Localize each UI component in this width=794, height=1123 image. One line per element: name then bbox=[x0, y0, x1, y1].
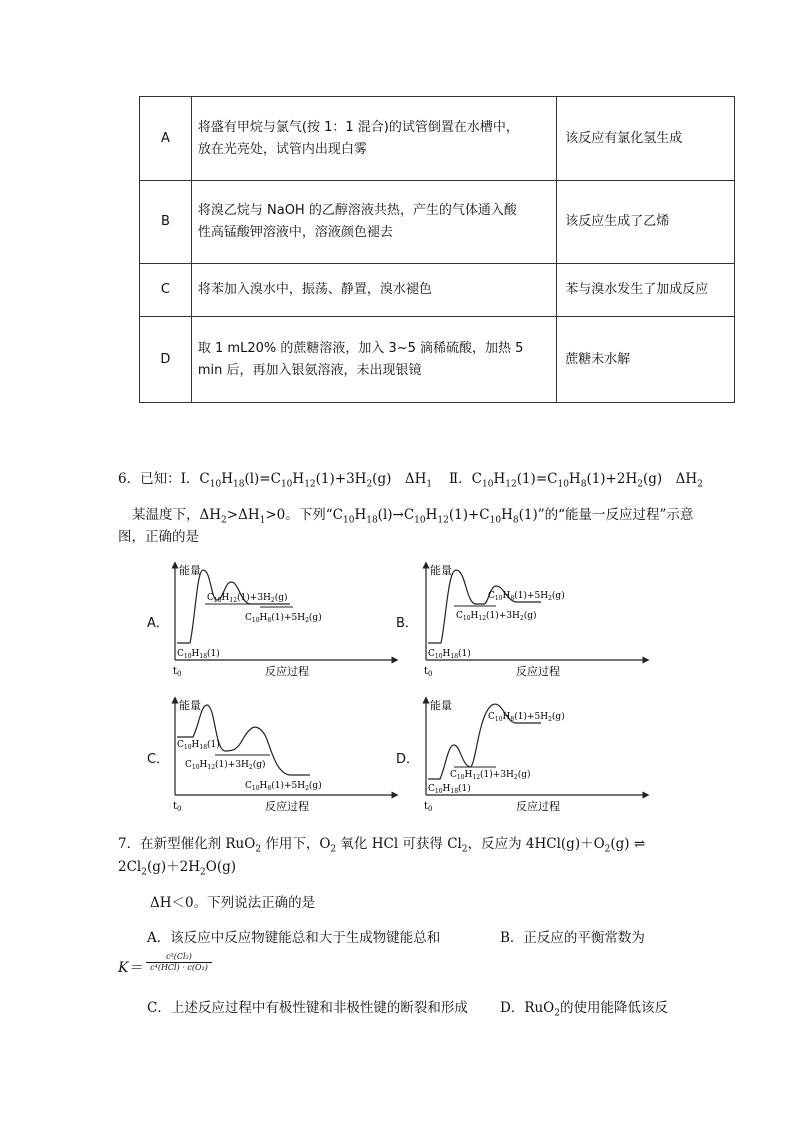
row-procedure bbox=[191, 317, 556, 403]
sub: 2 bbox=[255, 844, 262, 855]
origin-label: $t_0$ bbox=[424, 801, 433, 813]
experiment-table bbox=[139, 96, 735, 403]
text: 的使用能降低该反 bbox=[560, 1000, 668, 1016]
y-axis-label: 能量 bbox=[430, 699, 452, 712]
row-procedure bbox=[191, 264, 556, 317]
text: H bbox=[425, 507, 438, 523]
q7-option-c[interactable]: C．上述反应过程中有极性键和非极性键的断裂和形成 bbox=[147, 1000, 468, 1016]
text: 某温度下，ΔH bbox=[132, 507, 222, 523]
text: (g) ΔH bbox=[642, 471, 698, 487]
sub: 2 bbox=[221, 515, 227, 526]
table-row bbox=[140, 317, 735, 403]
text: 作用下，O bbox=[261, 836, 331, 852]
text: D．RuO bbox=[500, 1000, 555, 1016]
q7-line1 bbox=[118, 834, 645, 860]
text: (1)+3H bbox=[315, 471, 367, 487]
text: H bbox=[568, 471, 581, 487]
x-axis-label: 反应过程 bbox=[265, 665, 309, 678]
q7-option-d[interactable] bbox=[500, 998, 668, 1024]
table-row bbox=[140, 181, 735, 264]
row-conclusion: 该反应有氯化氢生成 bbox=[557, 97, 735, 181]
sub: 2 bbox=[637, 479, 643, 490]
text: >0。下列“C bbox=[265, 507, 343, 523]
q7-option-b[interactable]: B．正反应的平衡常数为 bbox=[500, 930, 645, 946]
fraction bbox=[146, 952, 212, 973]
sub: 10 bbox=[557, 479, 569, 490]
sub: 12 bbox=[505, 479, 517, 490]
text: 2Cl bbox=[118, 859, 142, 875]
sub: 18 bbox=[366, 515, 378, 526]
level-label: $C_{10}H_8(1)+5H_2(g)$ bbox=[488, 712, 565, 723]
row-procedure bbox=[191, 181, 556, 264]
text: H bbox=[501, 507, 513, 523]
row-label: A bbox=[140, 97, 192, 181]
level-label: $C_{10}H_{12}(1)+3H_2(g)$ bbox=[450, 770, 531, 781]
x-axis-label: 反应过程 bbox=[265, 800, 309, 813]
text: (1)+2H bbox=[586, 471, 638, 487]
level-label: $C_{10}H_8(1)+5H_2(g)$ bbox=[245, 781, 322, 792]
q6-stem-line2: 图，正确的是 bbox=[118, 529, 199, 545]
sub: 8 bbox=[580, 479, 587, 490]
equilibrium-constant-symbol: K＝ bbox=[118, 960, 143, 976]
y-axis-label: 能量 bbox=[179, 699, 201, 712]
procedure-line: min 后，再加入银氨溶液，未出现银镜 bbox=[197, 362, 422, 378]
row-conclusion: 该反应生成了乙烯 bbox=[557, 181, 735, 264]
text: >ΔH bbox=[226, 507, 260, 523]
table-row bbox=[140, 97, 735, 181]
x-axis-label: 反应过程 bbox=[516, 665, 560, 678]
q6-number: 6．已知：Ⅰ． bbox=[118, 471, 200, 487]
text: 氧化 HCl 可获得 Cl bbox=[336, 836, 462, 852]
sub: 2 bbox=[697, 479, 703, 490]
level-label: $C_{10}H_{18}(1)$ bbox=[177, 740, 220, 751]
text: 7．在新型催化剂 RuO bbox=[118, 836, 256, 852]
sub: 10 bbox=[482, 479, 494, 490]
procedure-line: 放在光亮处，试管内出现白雾 bbox=[197, 141, 367, 157]
level-label: $C_{10}H_{18}(1)$ bbox=[428, 649, 471, 660]
text: ，反应为 4HCl(g)＋O bbox=[467, 836, 605, 852]
q7-line2 bbox=[118, 857, 236, 883]
sub: 2 bbox=[141, 867, 147, 878]
q6-reaction-2 bbox=[449, 469, 703, 495]
procedure-line: 性高锰酸钾溶液中，溶液颜色褪去 bbox=[197, 225, 393, 240]
sub: 10 bbox=[489, 515, 502, 526]
sub: 2 bbox=[366, 479, 373, 490]
text: H bbox=[292, 471, 305, 487]
procedure-line: 将盛有甲烷与氯气(按 1：1 混合)的试管倒置在水槽中， bbox=[197, 119, 519, 135]
y-axis-label: 能量 bbox=[179, 564, 201, 577]
sub: 10 bbox=[414, 515, 426, 526]
row-label: D bbox=[140, 317, 192, 403]
text: H bbox=[493, 471, 506, 487]
text: (g) ΔH bbox=[372, 471, 427, 487]
sub: 2 bbox=[554, 1008, 560, 1019]
fraction-numerator: c²(Cl₂) bbox=[146, 952, 212, 963]
origin-label: $t_0$ bbox=[173, 801, 182, 813]
y-axis-label: 能量 bbox=[430, 564, 452, 577]
level-label: $C_{10}H_{18}(1)$ bbox=[177, 649, 220, 660]
sub: 10 bbox=[342, 515, 355, 526]
sub: 2 bbox=[461, 844, 468, 855]
sub: 10 bbox=[209, 479, 222, 490]
text: Ⅱ．C bbox=[449, 471, 483, 487]
option-d-label[interactable]: D． bbox=[396, 752, 420, 767]
sub: 10 bbox=[280, 479, 293, 490]
text: (l)→C bbox=[377, 507, 415, 523]
energy-diagram-c bbox=[165, 695, 405, 820]
text: H bbox=[354, 507, 367, 523]
level-label: $C_{10}H_8(1)+5H_2(g)$ bbox=[488, 591, 565, 602]
x-axis-label: 反应过程 bbox=[516, 800, 560, 813]
sub: 2 bbox=[200, 867, 206, 878]
sub: 1 bbox=[426, 479, 433, 490]
table-row bbox=[140, 264, 735, 317]
energy-diagram-d bbox=[416, 695, 656, 820]
q7-option-a[interactable]: A．该反应中反应物键能总和大于生成物键能总和 bbox=[147, 930, 441, 946]
option-b-label[interactable]: B． bbox=[396, 616, 418, 631]
option-a-label[interactable]: A． bbox=[147, 616, 169, 631]
q6-given bbox=[118, 469, 432, 495]
text: C bbox=[199, 471, 210, 487]
q7-stem: ΔH＜0。下列说法正确的是 bbox=[150, 895, 316, 911]
q6-stem-line1 bbox=[132, 505, 693, 531]
level-label: $C_{10}H_{12}(1)+3H_2(g)$ bbox=[207, 593, 288, 604]
row-label: B bbox=[140, 181, 192, 264]
sub: 2 bbox=[604, 844, 611, 855]
energy-diagram-b bbox=[416, 560, 656, 685]
row-procedure bbox=[191, 97, 556, 181]
procedure-line: 取 1 mL20% 的蔗糖溶液，加入 3~5 滴稀硫酸，加热 5 bbox=[197, 340, 524, 356]
level-label: $C_{10}H_8(1)+5H_2(g)$ bbox=[245, 613, 322, 624]
energy-diagram-a bbox=[165, 560, 405, 685]
level-label: $C_{10}H_{12}(1)+3H_2(g)$ bbox=[456, 611, 537, 622]
text: (1)=C bbox=[516, 471, 558, 487]
row-conclusion: 蔗糖未水解 bbox=[557, 317, 735, 403]
origin-label: $t_0$ bbox=[424, 666, 433, 678]
procedure-line: 将溴乙烷与 NaOH 的乙醇溶液共热，产生的气体通入酸 bbox=[197, 203, 517, 218]
text: O(g) bbox=[205, 859, 237, 875]
option-c-label[interactable]: C． bbox=[147, 752, 170, 767]
sub: 12 bbox=[437, 515, 449, 526]
level-label: $C_{10}H_{12}(1)+3H_2(g)$ bbox=[185, 760, 266, 771]
text: (g)＋2H bbox=[146, 859, 201, 875]
sub: 1 bbox=[259, 515, 266, 526]
text: (1)+C bbox=[448, 507, 490, 523]
text: (l)=C bbox=[244, 471, 281, 487]
origin-label: $t_0$ bbox=[173, 666, 182, 678]
sub: 2 bbox=[330, 844, 337, 855]
sub: 12 bbox=[304, 479, 316, 490]
procedure-line: 将苯加入溴水中，振荡、静置，溴水褪色 bbox=[197, 282, 432, 297]
level-label: $C_{10}H_{18}(1)$ bbox=[428, 784, 471, 795]
row-label: C bbox=[140, 264, 192, 317]
sub: 8 bbox=[512, 515, 519, 526]
row-conclusion: 苯与溴水发生了加成反应 bbox=[557, 264, 735, 317]
sub: 18 bbox=[233, 479, 245, 490]
text: H bbox=[221, 471, 233, 487]
text: (1)”的“能量一反应过程”示意 bbox=[518, 507, 694, 523]
text: (g) ⇌ bbox=[610, 836, 646, 852]
fraction-denominator: c⁴(HCl) · c(O₂) bbox=[150, 963, 208, 972]
